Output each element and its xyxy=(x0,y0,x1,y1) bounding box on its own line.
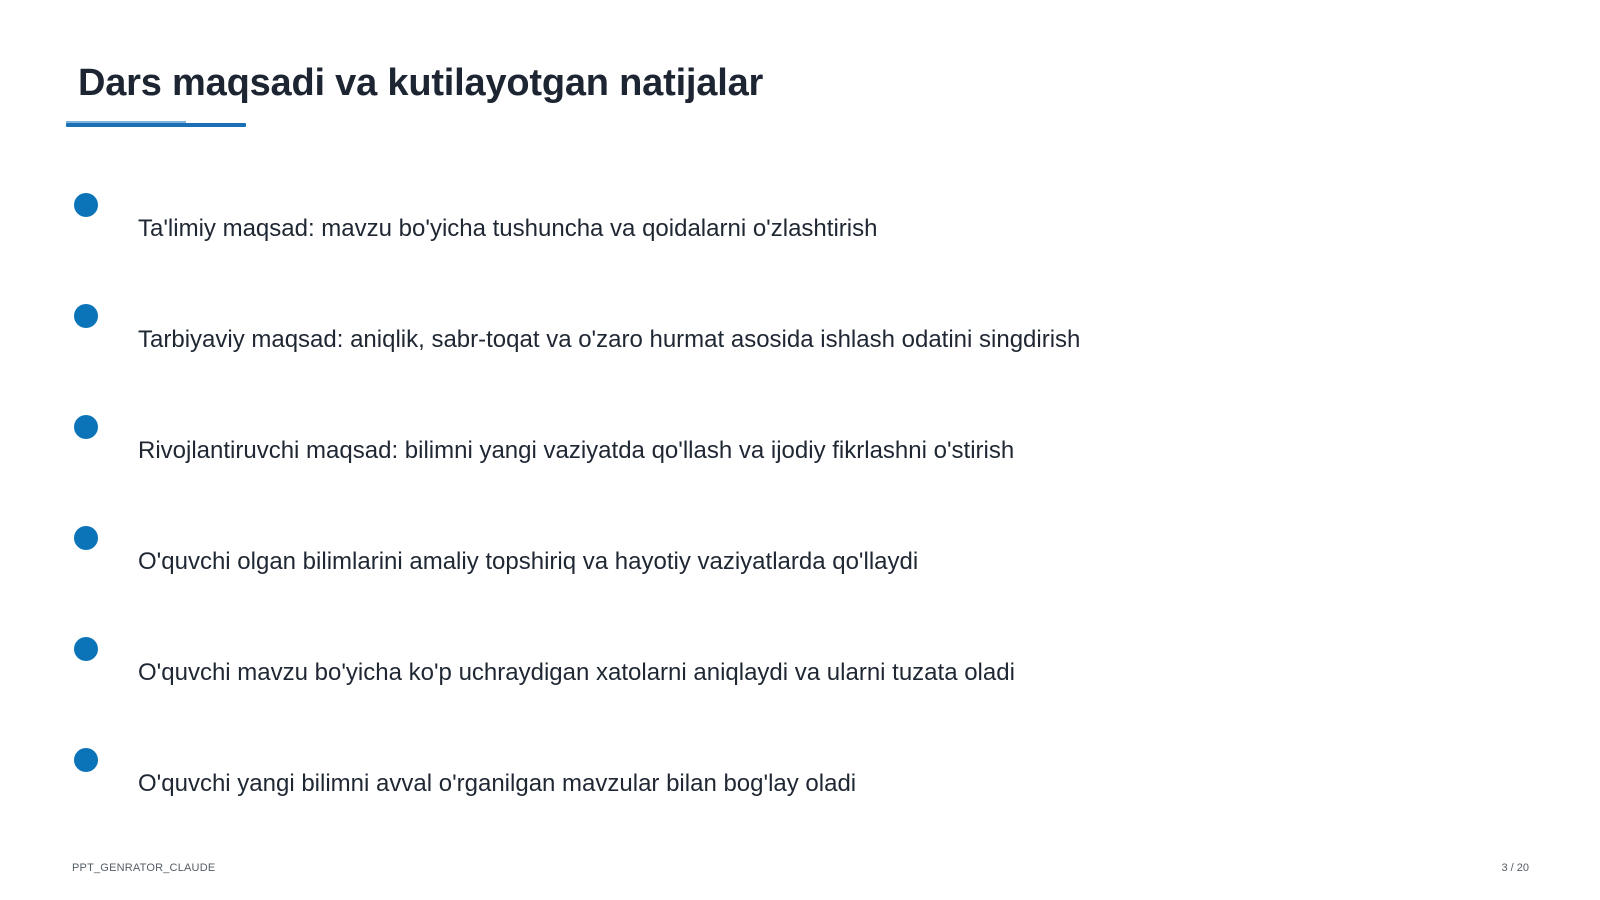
slide-title: Dars maqsadi va kutilayotgan natijalar xyxy=(78,62,764,104)
page-indicator: 3 / 20 xyxy=(1501,862,1529,874)
bullet-item-1 xyxy=(0,193,1600,273)
bullet-dot-icon xyxy=(74,526,98,550)
bullet-text: O'quvchi olgan bilimlarini amaliy topshiriq va hayotiy vaziyatlarda qo'llaydi xyxy=(138,548,919,575)
bullet-text: Ta'limiy maqsad: mavzu bo'yicha tushuncha va qoidalarni o'zlashtirish xyxy=(138,215,878,242)
bullet-dot-icon xyxy=(74,304,98,328)
bullet-text: Tarbiyaviy maqsad: aniqlik, sabr-toqat va o'zaro hurmat asosida ishlash odatini singdirish xyxy=(138,326,1081,353)
bullet-item-5 xyxy=(0,637,1600,717)
bullet-dot-icon xyxy=(74,193,98,217)
bullet-dot-icon xyxy=(74,637,98,661)
bullet-text: Rivojlantiruvchi maqsad: bilimni yangi vaziyatda qo'llash va ijodiy fikrlashni o'stirish xyxy=(138,437,1015,464)
bullet-item-4 xyxy=(0,526,1600,606)
bullet-text: O'quvchi yangi bilimni avval o'rganilgan mavzular bilan bog'lay oladi xyxy=(138,770,857,797)
bullet-dot-icon xyxy=(74,415,98,439)
footer-brand: PPT_GENRATOR_CLAUDE xyxy=(72,862,216,874)
bullet-dot-icon xyxy=(74,748,98,772)
bullet-item-3 xyxy=(0,415,1600,495)
bullet-item-2 xyxy=(0,304,1600,384)
bullet-item-6 xyxy=(0,748,1600,828)
bullet-text: O'quvchi mavzu bo'yicha ko'p uchraydigan xatolarni aniqlaydi va ularni tuzata oladi xyxy=(138,659,1015,686)
